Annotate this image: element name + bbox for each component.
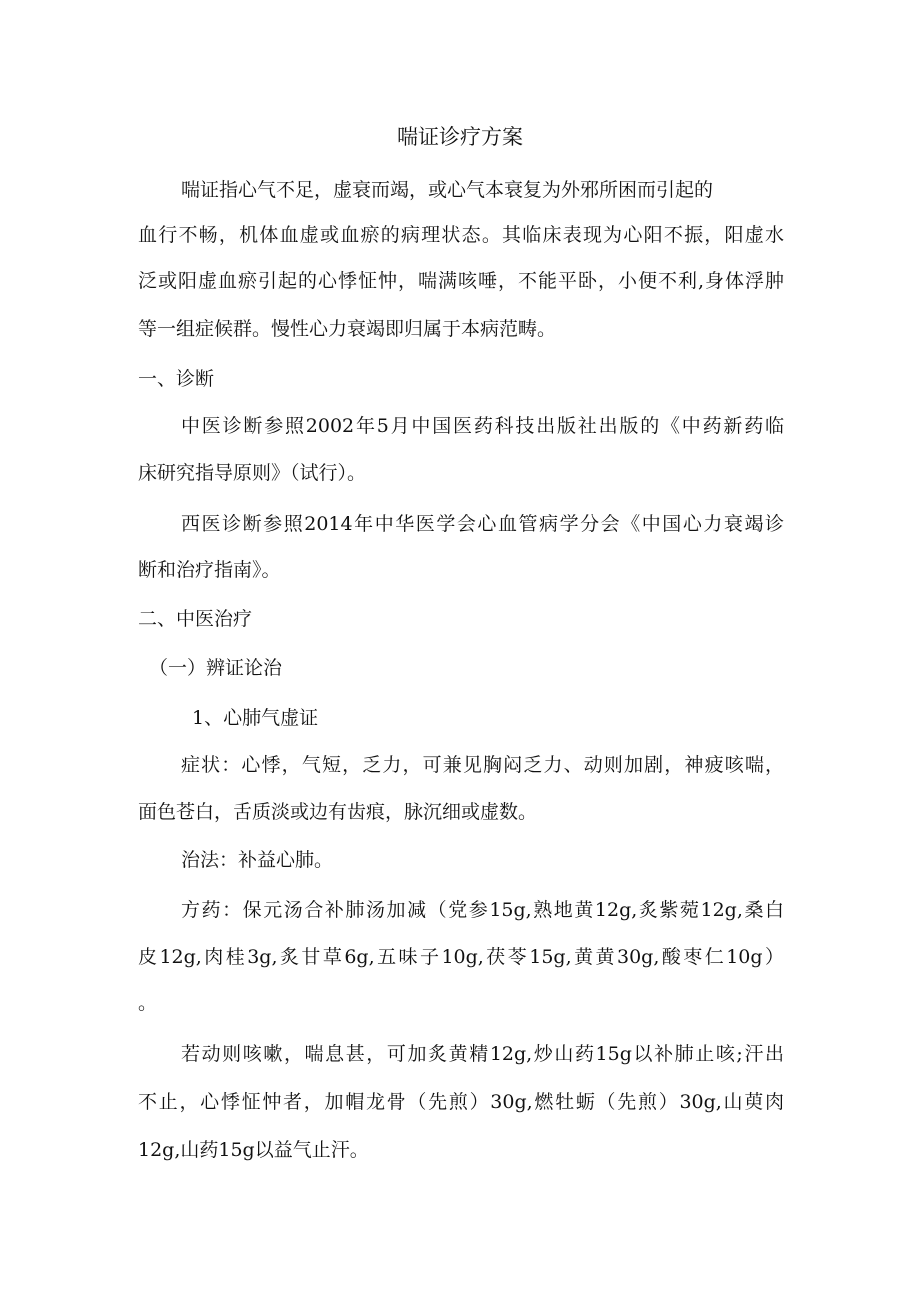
subsection-1-heading: （一）辨证论治 bbox=[149, 657, 283, 679]
section-2-heading: 二、中医治疗 bbox=[138, 608, 253, 630]
intro-line-3: 泛或阳虚血瘀引起的心悸怔忡，喘满咳唾，不能平卧，小便不利,身体浮肿 bbox=[138, 270, 784, 292]
addition-line-1: 若动则咳嗽，喘息甚，可加炙黄精12g,炒山药15g以补肺止咳;汗出 bbox=[181, 1043, 784, 1065]
symptom-line-2: 面色苍白，舌质淡或边有齿痕，脉沉细或虚数。 bbox=[138, 801, 538, 823]
formula-line-2: 皮12g,肉桂3g,炙甘草6g,五味子10g,茯苓15g,黄黄30g,酸枣仁10g） bbox=[138, 946, 784, 968]
item-1-heading: 1、心肺气虚证 bbox=[192, 707, 319, 729]
intro-line-2: 血行不畅，机体血虚或血瘀的病理状态。其临床表现为心阳不振，阳虚水 bbox=[138, 224, 784, 246]
intro-line-1: 喘证指心气不足，虚衰而竭，或心气本衰复为外邪所困而引起的 bbox=[181, 179, 714, 201]
document-title: 喘证诊疗方案 bbox=[397, 125, 523, 149]
formula-line-3: 。 bbox=[138, 992, 158, 1014]
formula-line-1: 方药：保元汤合补肺汤加减（党参15g,熟地黄12g,炙紫菀12g,桑白 bbox=[181, 899, 784, 921]
addition-line-3: 12g,山药15g以益气止汗。 bbox=[138, 1139, 369, 1161]
addition-line-2: 不止，心悸怔忡者，加帽龙骨（先煎）30g,燃牡蛎（先煎）30g,山萸肉 bbox=[138, 1091, 784, 1113]
section-1-heading: 一、诊断 bbox=[138, 368, 215, 390]
tcm-diagnosis-line-2: 床研究指导原则》（试行）。 bbox=[138, 462, 367, 484]
intro-line-4: 等一组症候群。慢性心力衰竭即归属于本病范畴。 bbox=[138, 318, 557, 340]
wm-diagnosis-line-1: 西医诊断参照2014年中华医学会心血管病学分会《中国心力衰竭诊 bbox=[181, 513, 784, 535]
tcm-diagnosis-line-1: 中医诊断参照2002年5月中国医药科技出版社出版的《中药新药临 bbox=[181, 415, 784, 437]
wm-diagnosis-line-2: 断和治疗指南》。 bbox=[138, 559, 281, 581]
symptom-line-1: 症状：心悸，气短，乏力，可兼见胸闷乏力、动则加剧，神疲咳喘， bbox=[181, 754, 784, 776]
treatment-method: 治法：补益心肺。 bbox=[181, 849, 334, 871]
